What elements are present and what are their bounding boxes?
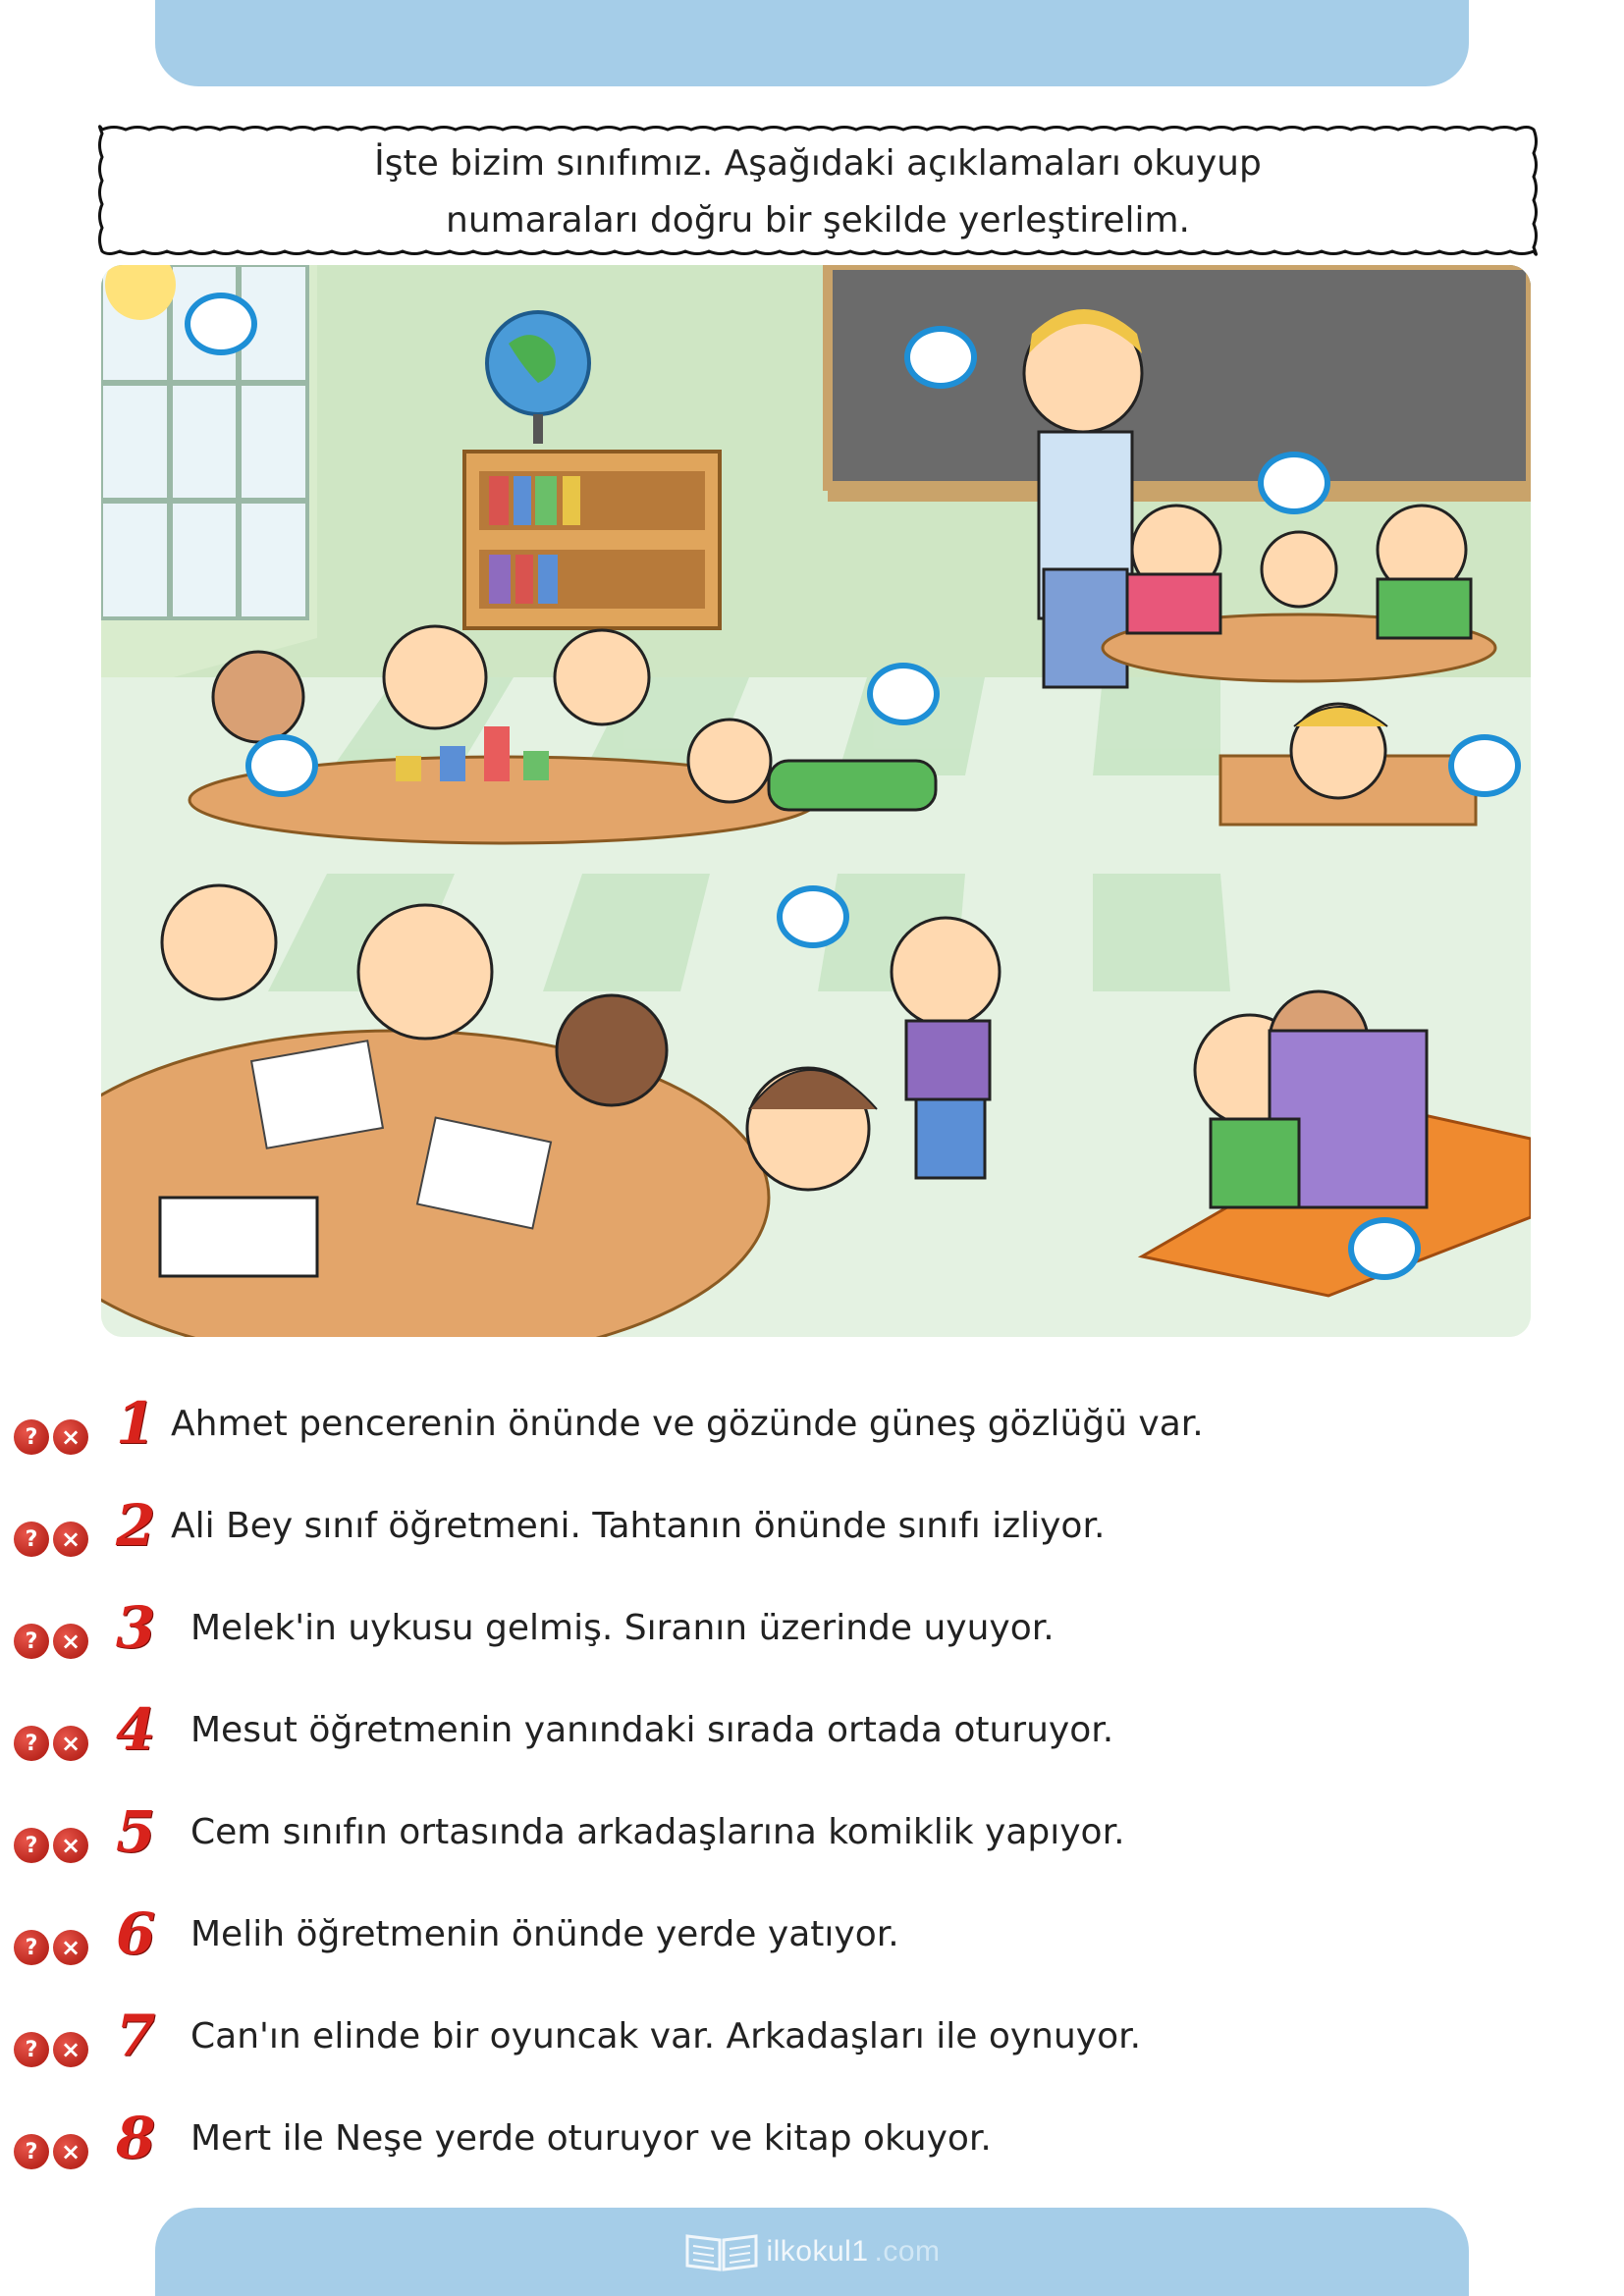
close-icon[interactable]: × bbox=[53, 1624, 88, 1659]
answer-circle-1[interactable] bbox=[185, 293, 257, 355]
close-icon[interactable]: × bbox=[53, 1726, 88, 1761]
statement-item bbox=[14, 1798, 1545, 1877]
footer-band bbox=[155, 2208, 1469, 2296]
statement-number: 5 bbox=[116, 1798, 156, 1865]
question-icon[interactable]: ? bbox=[14, 2032, 49, 2067]
statement-number: 4 bbox=[116, 1696, 156, 1763]
classroom-illustration bbox=[101, 265, 1531, 1337]
statement-number: 8 bbox=[116, 2105, 156, 2171]
statement-text: Cem sınıfın ortasında arkadaşlarına komiklik yapıyor. bbox=[190, 1812, 1125, 1852]
question-icon[interactable]: ? bbox=[14, 1828, 49, 1863]
question-icon[interactable]: ? bbox=[14, 1522, 49, 1557]
answer-circle-4[interactable] bbox=[867, 663, 940, 725]
answer-circle-8[interactable] bbox=[1348, 1217, 1421, 1280]
statement-text: Mesut öğretmenin yanındaki sırada ortada oturuyor. bbox=[190, 1710, 1114, 1750]
answer-circle-6[interactable] bbox=[1448, 734, 1521, 797]
statement-item bbox=[14, 1492, 1545, 1571]
statement-text: Ali Bey sınıf öğretmeni. Tahtanın önünde sınıfı izliyor. bbox=[171, 1506, 1106, 1546]
instruction-box bbox=[96, 122, 1540, 259]
instruction-line-2: numaraları doğru bir şekilde yerleştirelim. bbox=[446, 200, 1190, 240]
statement-item bbox=[14, 1696, 1545, 1775]
statement-number: 2 bbox=[116, 1492, 156, 1559]
statement-item bbox=[14, 2002, 1545, 2081]
statement-number: 3 bbox=[116, 1594, 156, 1661]
close-icon[interactable]: × bbox=[53, 2134, 88, 2169]
statement-item bbox=[14, 1390, 1545, 1468]
close-icon[interactable]: × bbox=[53, 2032, 88, 2067]
close-icon[interactable]: × bbox=[53, 1419, 88, 1455]
instruction-text bbox=[96, 135, 1540, 249]
question-icon[interactable]: ? bbox=[14, 1624, 49, 1659]
statement-number: 1 bbox=[116, 1390, 156, 1457]
footer-brand bbox=[683, 2230, 940, 2273]
statement-number: 7 bbox=[116, 2002, 156, 2069]
statement-item bbox=[14, 1900, 1545, 1979]
crayon-box bbox=[160, 1198, 317, 1276]
close-icon[interactable]: × bbox=[53, 1930, 88, 1965]
close-icon[interactable]: × bbox=[53, 1828, 88, 1863]
answer-circle-5[interactable] bbox=[245, 734, 318, 797]
question-icon[interactable]: ? bbox=[14, 2134, 49, 2169]
close-icon[interactable]: × bbox=[53, 1522, 88, 1557]
instruction-line-1: İşte bizim sınıfımız. Aşağıdaki açıklamaları okuyup bbox=[374, 143, 1262, 184]
book-icon bbox=[683, 2230, 760, 2273]
answer-circle-2[interactable] bbox=[904, 326, 977, 389]
statement-text: Can'ın elinde bir oyuncak var. Arkadaşları ile oynuyor. bbox=[190, 2016, 1142, 2056]
statement-text: Ahmet pencerenin önünde ve gözünde güneş gözlüğü var. bbox=[171, 1404, 1204, 1444]
question-icon[interactable]: ? bbox=[14, 1726, 49, 1761]
header-band bbox=[155, 0, 1469, 86]
answer-circle-3[interactable] bbox=[1258, 452, 1330, 514]
statement-item bbox=[14, 1594, 1545, 1673]
statement-text: Melih öğretmenin önünde yerde yatıyor. bbox=[190, 1914, 899, 1954]
question-icon[interactable]: ? bbox=[14, 1930, 49, 1965]
brand-name: ilkokul1 bbox=[766, 2235, 869, 2268]
statement-item bbox=[14, 2105, 1545, 2183]
statement-text: Mert ile Neşe yerde oturuyor ve kitap okuyor. bbox=[190, 2118, 992, 2159]
statement-text: Melek'in uykusu gelmiş. Sıranın üzerinde uyuyor. bbox=[190, 1608, 1055, 1648]
statement-number: 6 bbox=[116, 1900, 156, 1967]
question-icon[interactable]: ? bbox=[14, 1419, 49, 1455]
brand-suffix: .com bbox=[874, 2235, 941, 2268]
answer-circle-7[interactable] bbox=[777, 885, 849, 948]
classroom-drawing bbox=[101, 265, 1531, 1337]
